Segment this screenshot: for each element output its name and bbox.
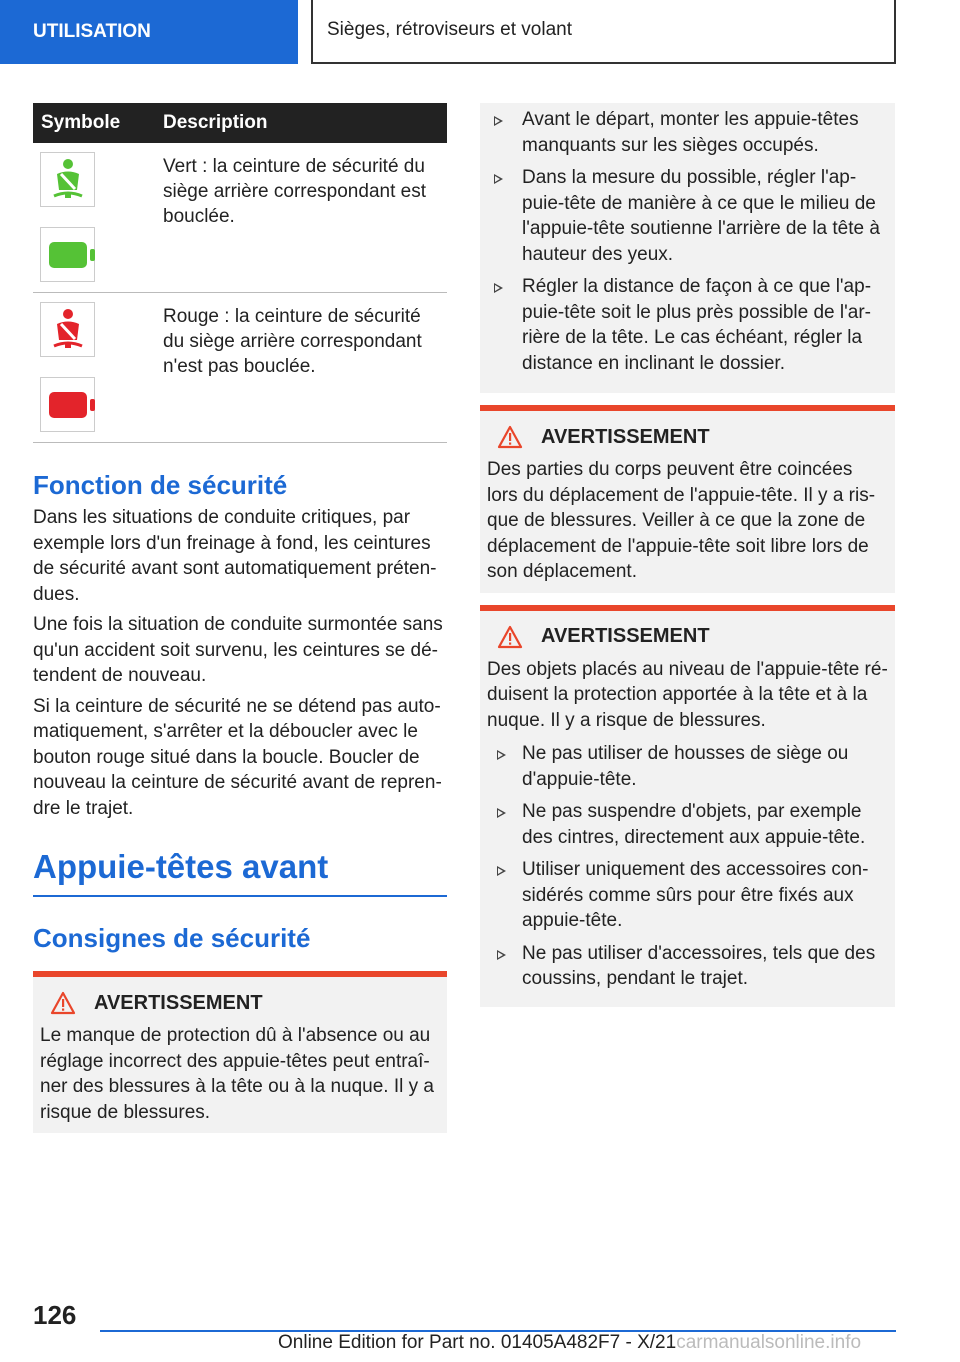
instruction-list [480, 107, 888, 376]
warning-triangle-icon [50, 991, 76, 1015]
warning-box [480, 405, 895, 593]
seatbelt-unfastened-red-icon [40, 302, 95, 357]
warning-text: Le manque de protection dû à l'absence ou au réglage incorrect des appuie-têtes peut entraîner des blessures à la tête ou à la nuque. Il y a risque de blessures. [40, 1025, 434, 1123]
rear-seatbelt-lamp-red-icon [40, 377, 95, 432]
bullet-triangle-icon [497, 808, 506, 818]
warning-label: AVERTISSEMENT [94, 991, 263, 1014]
table-row [33, 293, 447, 443]
list-item: Ne pas utiliser d'accessoires, tels que des coussins, pendant le trajet. [487, 941, 888, 992]
right-column [480, 103, 895, 1007]
list-item: Ne pas utiliser de housses de siège ou d'appuie-tête. [487, 741, 888, 792]
bullet-triangle-icon [497, 866, 506, 876]
section-tab: UTILISATION [0, 0, 298, 64]
bullet-triangle-icon [494, 283, 503, 293]
footer-edition: Online Edition for Part no. 01405A482F7 - X/21carmanualsonline.info [278, 1332, 862, 1353]
list-item: Avant le départ, monter les appuie-têtes manquants sur les sièges occupés. [480, 107, 888, 158]
symbol-cell [33, 143, 163, 293]
left-column [33, 103, 447, 1133]
warning-label: AVERTISSEMENT [541, 625, 710, 647]
warning-box [33, 971, 447, 1133]
chapter-title: Sièges, rétroviseurs et volant [311, 0, 896, 64]
bullet-triangle-icon [497, 750, 506, 760]
section-heading: Fonction de sécurité [33, 470, 288, 500]
warning-text: Des parties du corps peuvent être coincées lors du déplacement de l'appuie-tête. Il y a risque de blessures. Veiller à ce que la zone de déplacement de l'appuie-tête soit libre lors de son déplacement. [487, 459, 876, 582]
col-description-header: Description [163, 103, 447, 143]
warning-triangle-icon [497, 625, 523, 649]
warning-header [40, 991, 440, 1015]
warning-text: Des objets placés au niveau de l'appuie-tête réduisent la protection apportée à la tête et à la nuque. Il y a risque de blessures. [487, 658, 888, 731]
warning-triangle-icon [497, 425, 523, 449]
paragraph: Une fois la situation de conduite surmontée sans qu'un accident soit survenu, les ceintures se détendent de nouveau. [33, 614, 443, 686]
description-cell: Vert : la ceinture de sécurité du siège arrière correspondant est bouclée. [163, 143, 447, 293]
warning-header [487, 625, 888, 649]
bullet-triangle-icon [497, 950, 506, 960]
description-cell: Rouge : la ceinture de sécurité du siège arrière correspondant n'est pas bouclée. [163, 293, 447, 443]
list-item: Ne pas suspendre d'objets, par exemple des cintres, directement aux appuie-tête. [487, 799, 888, 850]
paragraph: Dans les situations de conduite critiques, par exemple lors d'un freinage à fond, les ceintures de sécurité avant sont automatiquement prétendues. [33, 507, 437, 605]
instruction-box [480, 103, 895, 393]
table-row [33, 143, 447, 293]
subsection-heading: Consignes de sécurité [33, 923, 311, 953]
list-item: Dans la mesure du possible, régler l'appuie-tête de manière à ce que le milieu de l'appuie-tête soutienne l'arrière de la tête à hauteur des yeux. [480, 165, 888, 267]
warning-label: AVERTISSEMENT [541, 425, 710, 448]
symbol-cell [33, 293, 163, 443]
symbol-table [33, 103, 447, 443]
warning-list [487, 741, 888, 992]
warning-box [480, 605, 895, 1007]
page-number: 126 [33, 1300, 77, 1330]
list-item: Régler la distance de façon à ce que l'appuie-tête soit le plus près possible de l'arrière de la tête. Le cas échéant, régler la distance en inclinant le dossier. [480, 274, 888, 376]
watermark: carmanualsonline.info [676, 1332, 862, 1353]
paragraph: Si la ceinture de sécurité ne se détend pas automatiquement, s'arrêter et la déboucler avec le bouton rouge situé dans la boucle. Boucler de nouveau la ceinture de sécurité avant de reprendre le trajet. [33, 695, 442, 819]
rear-seatbelt-lamp-green-icon [40, 227, 95, 282]
list-item: Utiliser uniquement des accessoires considérés comme sûrs pour être fixés aux appuie-tête. [487, 857, 888, 934]
seatbelt-fastened-green-icon [40, 152, 95, 207]
warning-header [487, 425, 888, 449]
chapter-heading: Appuie-têtes avant [33, 847, 447, 897]
col-symbol-header: Symbole [33, 103, 163, 143]
bullet-triangle-icon [494, 174, 503, 184]
bullet-triangle-icon [494, 116, 503, 126]
